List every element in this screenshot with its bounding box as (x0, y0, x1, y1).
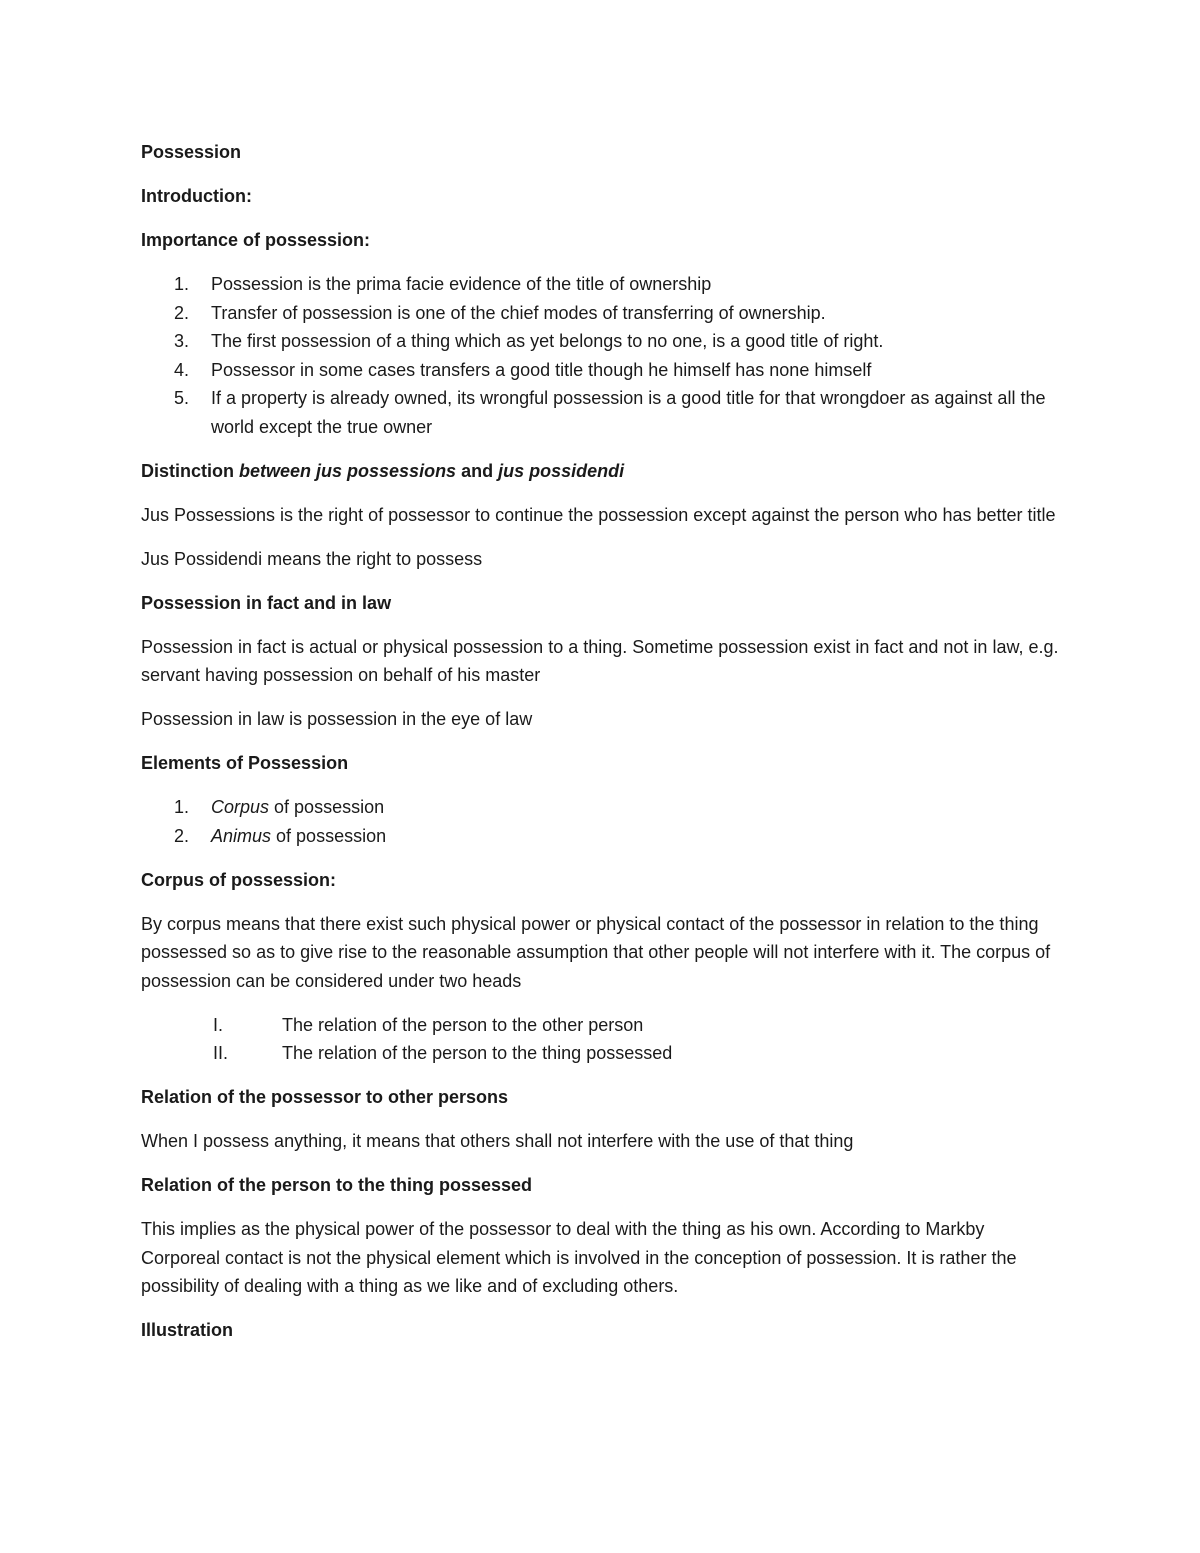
heading-corpus: Corpus of possession: (141, 869, 337, 890)
corpus-heads-list (141, 1011, 1066, 1068)
list-marker: 2. (174, 302, 190, 323)
paragraph-jus-possessions: Jus Possessions is the right of possessor to continue the possession except against the person who has better title (141, 504, 1056, 525)
list-item-text: The relation of the person to the other person (282, 1014, 644, 1035)
list-item (141, 1011, 1066, 1040)
list-marker: 1. (174, 797, 190, 817)
list-item (141, 270, 1066, 299)
list-item (141, 327, 1066, 356)
heading-illustration: Illustration (141, 1320, 234, 1340)
list-marker: I. (213, 1014, 224, 1035)
paragraph-possession-in-law: Possession in law is possession in the eye of law (141, 709, 533, 729)
list-item-text: The relation of the person to the thing possessed (282, 1043, 673, 1063)
heading-relation-others: Relation of the possessor to other persons (141, 1087, 509, 1107)
list-item (141, 1039, 1066, 1068)
list-item-text: Possession is the prima facie evidence of the title of ownership (211, 274, 712, 294)
document-title: Possession (141, 142, 242, 162)
paragraph-corpus: By corpus means that there exist such physical power or physical contact of the possessor in relation to the thing possessed so as to give rise to the reasonable assumption that other people will not interfere with it. The corpus of possession can be considered under two heads (141, 913, 1051, 991)
list-item-text: Transfer of possession is one of the chief modes of transferring of ownership. (211, 302, 826, 323)
list-item-text: Possessor in some cases transfers a good title though he himself has none himself (211, 359, 872, 380)
importance-list (141, 270, 1066, 441)
list-item-text: of possession (269, 797, 385, 817)
heading-distinction-term: jus possidendi (498, 460, 625, 481)
heading-distinction-term: between jus possessions (239, 460, 457, 481)
list-item (141, 822, 1066, 851)
heading-elements: Elements of Possession (141, 753, 349, 773)
list-marker: II. (213, 1043, 229, 1063)
list-item (141, 299, 1066, 328)
list-item (141, 356, 1066, 385)
paragraph-relation-thing: This implies as the physical power of the possessor to deal with the thing as his own. According to Markby Corporeal contact is not the physical element which is involved in the conception of possession. It is rather the possibility of dealing with a thing as we like and of excluding others. (141, 1219, 1017, 1296)
list-item-text: of possession (271, 825, 387, 846)
list-marker: 2. (174, 825, 190, 846)
list-item (141, 384, 1066, 441)
list-marker: 1. (174, 274, 190, 294)
list-item (141, 793, 1066, 822)
list-marker: 3. (174, 331, 190, 351)
list-marker: 5. (174, 388, 190, 408)
list-item-term: Corpus (211, 797, 270, 817)
heading-distinction-part: Distinction (141, 460, 239, 481)
heading-fact-law: Possession in fact and in law (141, 592, 392, 613)
heading-distinction (141, 457, 1066, 486)
list-marker: 4. (174, 359, 190, 380)
document-page (141, 138, 1066, 1360)
list-item-term: Animus (211, 825, 272, 846)
heading-introduction: Introduction: (141, 186, 252, 206)
list-item-text: The first possession of a thing which as yet belongs to no one, is a good title of right. (211, 331, 884, 351)
list-item-text: If a property is already owned, its wrongful possession is a good title for that wrongdoer as against all the world except the true owner (211, 388, 1046, 437)
heading-importance: Importance of possession: (141, 230, 371, 250)
paragraph-jus-possidendi: Jus Possidendi means the right to possess (141, 548, 483, 569)
paragraph-possession-in-fact: Possession in fact is actual or physical possession to a thing. Sometime possession exist in fact and not in law, e.g. servant having possession on behalf of his master (141, 636, 1059, 685)
heading-distinction-part: and (456, 460, 499, 481)
elements-list (141, 793, 1066, 850)
heading-relation-thing: Relation of the person to the thing possessed (141, 1175, 533, 1195)
paragraph-relation-others: When I possess anything, it means that others shall not interfere with the use of that thing (141, 1131, 854, 1151)
